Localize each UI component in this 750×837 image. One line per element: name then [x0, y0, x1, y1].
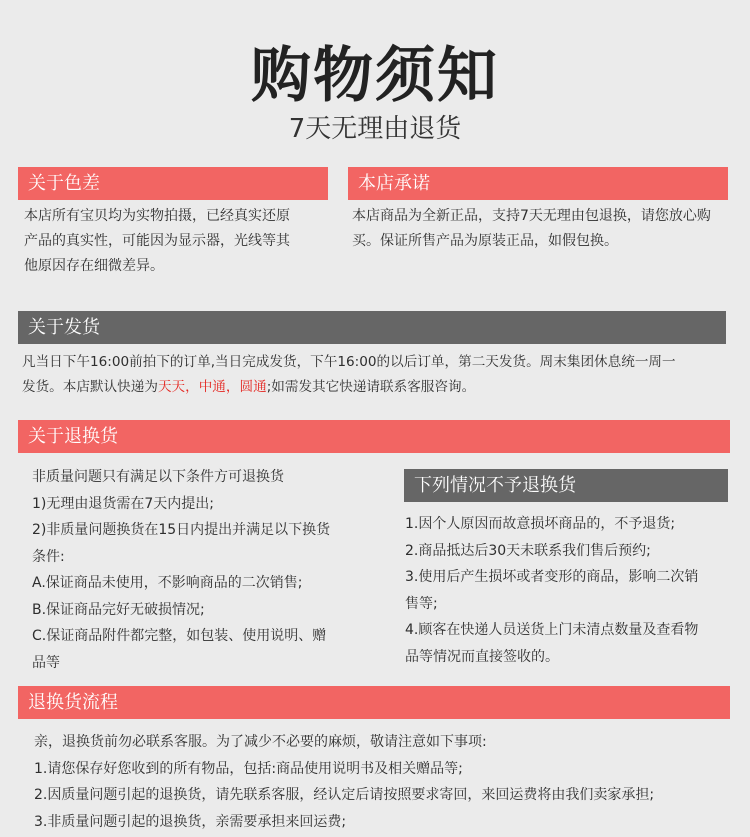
return-policy-heading: 关于退换货 — [18, 420, 730, 453]
page-subtitle: 7天无理由退货 — [288, 114, 462, 144]
page-title: 购物须知 — [251, 41, 499, 111]
courier-list: 天天，中通，圆通 — [157, 379, 267, 395]
store-promise-text: 本店商品为全新正品，支持7天无理由包退换，请您放心购 买。保证所售产品为原装正品，如假包换。 — [352, 208, 711, 249]
return-process-heading: 退换货流程 — [18, 686, 730, 719]
color-difference-heading: 关于色差 — [18, 167, 328, 200]
color-difference-text: 本店所有宝贝均为实物拍摄，已经真实还原 产品的真实性，可能因为显示器，光线等其 他原因存在细微差异。 — [24, 208, 290, 274]
return-policy-text: 非质量问题只有满足以下条件方可退换货 1)无理由退货需在7天内提出; 2)非质量问题换货在15日内提出并满足以下换货 条件: A.保证商品未使用，不影响商品的二次销售; B.保证商品完好无破损情况; C.保证商品附件都完整，如包装、使用说明、赠 品等 — [32, 469, 331, 671]
no-return-heading: 下列情况不予退换货 — [404, 469, 728, 502]
store-promise-heading: 本店承诺 — [348, 167, 728, 200]
return-process-text: 亲，退换货前勿必联系客服。为了减少不必要的麻烦，敬请注意如下事项: 1.请您保存好您收到的所有物品，包括:商品使用说明书及相关赠品等; 2.因质量问题引起的退换货，请先联系客服，经认定后请按照要求寄回，来回运费将由我们卖家承担; 3.非质量问题引起的退换货，亲需要承担来回运费; — [34, 734, 655, 830]
shipping-text: 凡当日下午16:00前拍下的订单,当日完成发货，下午16:00的以后订单，第二天发货。周末集团休息统一周一 发货。本店默认快递为天天，中通，圆通;如需发其它快递请联系客服咨询。 — [22, 354, 676, 395]
shipping-heading: 关于发货 — [18, 311, 726, 344]
no-return-text: 1.因个人原因而故意损坏商品的，不予退货; 2.商品抵达后30天未联系我们售后预约; 3.使用后产生损坏或者变形的商品，影响二次销 售等; 4.顾客在快递人员送货上门未清点数量及查看物 品等情况而直接签收的。 — [405, 516, 699, 665]
